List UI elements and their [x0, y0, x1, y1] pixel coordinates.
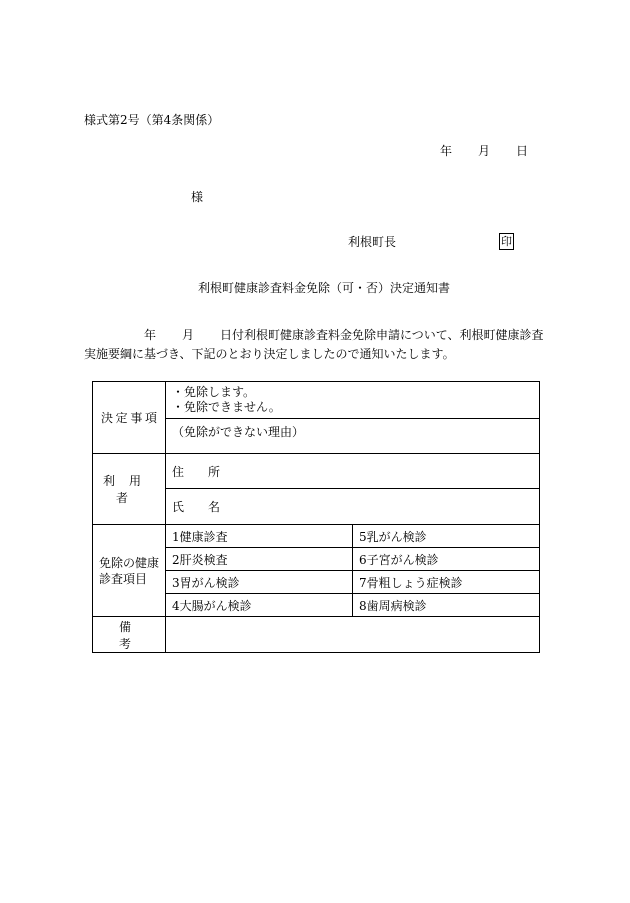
decision-label-cell — [93, 382, 166, 454]
decision-label-char: 定 — [115, 411, 128, 425]
decision-label-char: 決 — [101, 411, 114, 425]
item-cell — [353, 525, 540, 548]
addressee: 様 — [191, 190, 204, 204]
item-label: 3胃がん検診 — [172, 575, 240, 590]
address-label: 住 所 — [172, 464, 221, 479]
body-text — [84, 326, 554, 364]
item-cell — [353, 594, 540, 617]
date-month: 月 — [478, 144, 491, 158]
remarks-label: 備考 — [119, 619, 168, 651]
option-not-exempt: ・免除できません。 — [172, 400, 281, 414]
item-label: 7骨粗しょう症検診 — [359, 575, 463, 590]
item-cell — [353, 571, 540, 594]
item-label: 5乳がん検診 — [359, 529, 427, 544]
name-label: 氏 名 — [172, 500, 221, 514]
decision-table — [92, 381, 540, 653]
decision-label-char: 項 — [144, 411, 157, 425]
body-month: 月 — [182, 328, 195, 342]
remarks-cell — [166, 617, 540, 653]
seal-mark: 印 — [501, 235, 512, 248]
date-day: 日 — [516, 144, 529, 158]
name-cell — [166, 489, 540, 525]
item-cell — [353, 548, 540, 571]
decision-label — [99, 409, 159, 426]
date-year: 年 — [440, 144, 453, 158]
item-label: 1健康診査 — [172, 529, 228, 544]
item-label: 6子宮がん検診 — [359, 552, 439, 567]
exempt-items-label: 免除の健康診査項目 — [99, 555, 160, 586]
form-number: 様式第2号（第4条関係） — [84, 113, 220, 127]
reason-label: （免除ができない理由） — [172, 425, 305, 439]
item-cell — [166, 525, 353, 548]
decision-label-char: 事 — [130, 411, 143, 425]
sender: 利根町長 — [348, 235, 397, 249]
item-label: 8歯周病検診 — [359, 598, 427, 613]
date-line — [440, 144, 528, 158]
item-label: 2肝炎検査 — [172, 552, 228, 567]
user-label-cell — [93, 454, 166, 525]
item-cell — [166, 594, 353, 617]
document-title: 利根町健康診査料金免除（可・否）決定通知書 — [198, 281, 451, 295]
decision-options-cell — [166, 382, 540, 419]
item-cell — [166, 548, 353, 571]
exempt-items-label-cell — [93, 525, 166, 617]
body-year: 年 — [144, 328, 157, 342]
user-label: 利用者 — [102, 474, 155, 505]
reason-cell — [166, 419, 540, 454]
item-cell — [166, 571, 353, 594]
body-sentence: 日付利根町健康診査料金免除申請について、利根町健康診査実施要綱に基づき、下記のとおり決定しましたので通知いたします。 — [84, 328, 544, 361]
option-exempt: ・免除します。 — [172, 385, 256, 399]
address-cell — [166, 454, 540, 489]
item-label: 4大腸がん検診 — [172, 598, 252, 613]
remarks-label-cell — [93, 617, 166, 653]
